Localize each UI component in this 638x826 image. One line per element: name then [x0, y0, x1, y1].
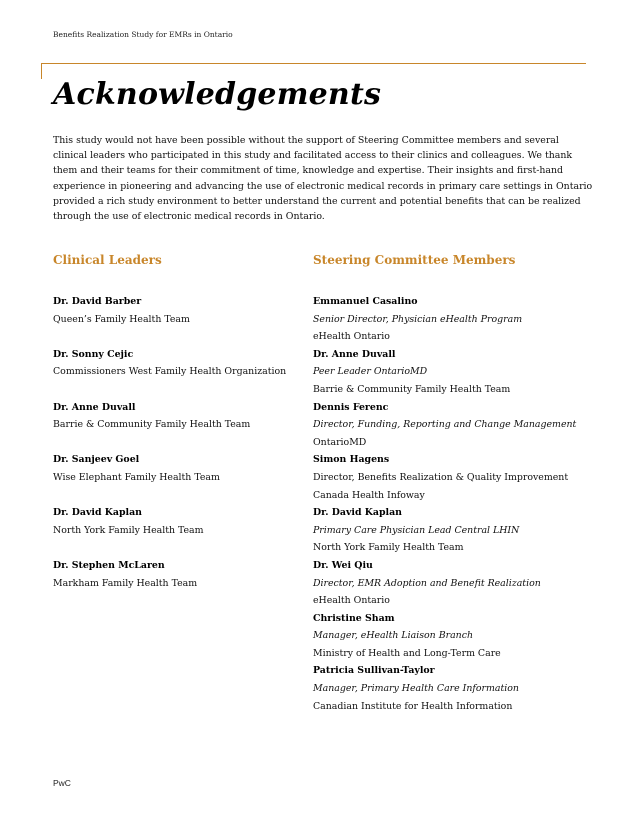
- member-organization: OntarioMD: [313, 436, 367, 448]
- member-role: Director, Funding, Reporting and Change Management: [313, 419, 577, 431]
- member-organization: Commissioners West Family Health Organization: [53, 366, 287, 378]
- member-name: Simon Hagens: [313, 454, 390, 466]
- member-organization: North York Family Health Team: [53, 524, 204, 536]
- list-item: [313, 504, 603, 557]
- list-item: [313, 399, 603, 452]
- member-role: Director, EMR Adoption and Benefit Realization: [313, 577, 541, 589]
- clinical-leaders-heading: Clinical Leaders: [53, 253, 162, 267]
- list-item: [53, 451, 303, 504]
- member-organization: Queen’s Family Health Team: [53, 313, 190, 325]
- intro-paragraph: This study would not have been possible without the support of Steering Committee members and several clinical leaders who participated in this study and facilitated access to their clinics and colleagues. We thank them and their teams for their commitment of time, knowledge and expertise. Their insights and first-hand experience in pioneering and advancing the use of electronic medical records in primary care settings in Ontario provided a rich study environment to better understand the current and potential benefits that can be realized through the use of electronic medical records in Ontario.: [53, 135, 593, 223]
- list-item: [53, 557, 303, 610]
- member-name: Dr. David Kaplan: [313, 507, 402, 519]
- member-name: Dennis Ferenc: [313, 401, 389, 413]
- member-organization: Canada Health Infoway: [313, 489, 425, 501]
- list-item: [53, 504, 303, 557]
- member-role: Primary Care Physician Lead Central LHIN: [313, 524, 520, 536]
- member-organization: Markham Family Health Team: [53, 577, 198, 589]
- clinical-leaders-column: [53, 253, 303, 610]
- member-name: Dr. David Kaplan: [53, 507, 142, 519]
- member-name: Emmanuel Casalino: [313, 296, 418, 307]
- steering-committee-heading: Steering Committee Members: [313, 253, 516, 267]
- list-item: [313, 662, 603, 715]
- member-name: Dr. Sanjeev Goel: [53, 454, 140, 466]
- member-organization: North York Family Health Team: [313, 542, 464, 554]
- member-organization: Ministry of Health and Long-Term Care: [313, 647, 501, 659]
- list-item: [313, 346, 603, 399]
- member-name: Dr. Anne Duvall: [313, 348, 396, 360]
- member-name: Dr. Stephen McLaren: [53, 559, 165, 571]
- running-header: Benefits Realization Study for EMRs in Ontario: [53, 30, 233, 39]
- member-role: Peer Leader OntarioMD: [313, 366, 428, 378]
- footer-brand: PwC: [53, 778, 71, 788]
- list-item: [53, 346, 303, 399]
- member-organization: Wise Elephant Family Health Team: [53, 471, 220, 483]
- member-organization: eHealth Ontario: [313, 595, 390, 607]
- list-item: [313, 557, 603, 610]
- list-item: [313, 610, 603, 663]
- member-name: Christine Sham: [313, 612, 395, 624]
- member-name: Dr. Anne Duvall: [53, 401, 136, 413]
- member-organization: Barrie & Community Family Health Team: [53, 419, 251, 431]
- list-item: [53, 399, 303, 452]
- member-name: Dr. David Barber: [53, 296, 142, 307]
- list-item: [313, 451, 603, 504]
- member-organization: Barrie & Community Family Health Team: [313, 383, 511, 395]
- list-item: [313, 293, 603, 346]
- list-item: [53, 293, 303, 346]
- header-rule-tick: [41, 63, 42, 79]
- header-rule: [41, 63, 586, 64]
- member-name: Dr. Wei Qiu: [313, 559, 373, 571]
- member-role: Director, Benefits Realization & Quality Improvement: [313, 471, 569, 483]
- member-name: Dr. Sonny Cejic: [53, 348, 134, 360]
- member-organization: eHealth Ontario: [313, 331, 390, 343]
- page-title: Acknowledgements: [53, 77, 382, 112]
- steering-committee-column: [313, 253, 603, 715]
- member-role: Senior Director, Physician eHealth Program: [313, 313, 523, 325]
- member-role: Manager, Primary Health Care Information: [313, 683, 519, 695]
- member-role: Manager, eHealth Liaison Branch: [313, 630, 473, 642]
- member-name: Patricia Sullivan-Taylor: [313, 665, 435, 677]
- member-organization: Canadian Institute for Health Information: [313, 700, 513, 712]
